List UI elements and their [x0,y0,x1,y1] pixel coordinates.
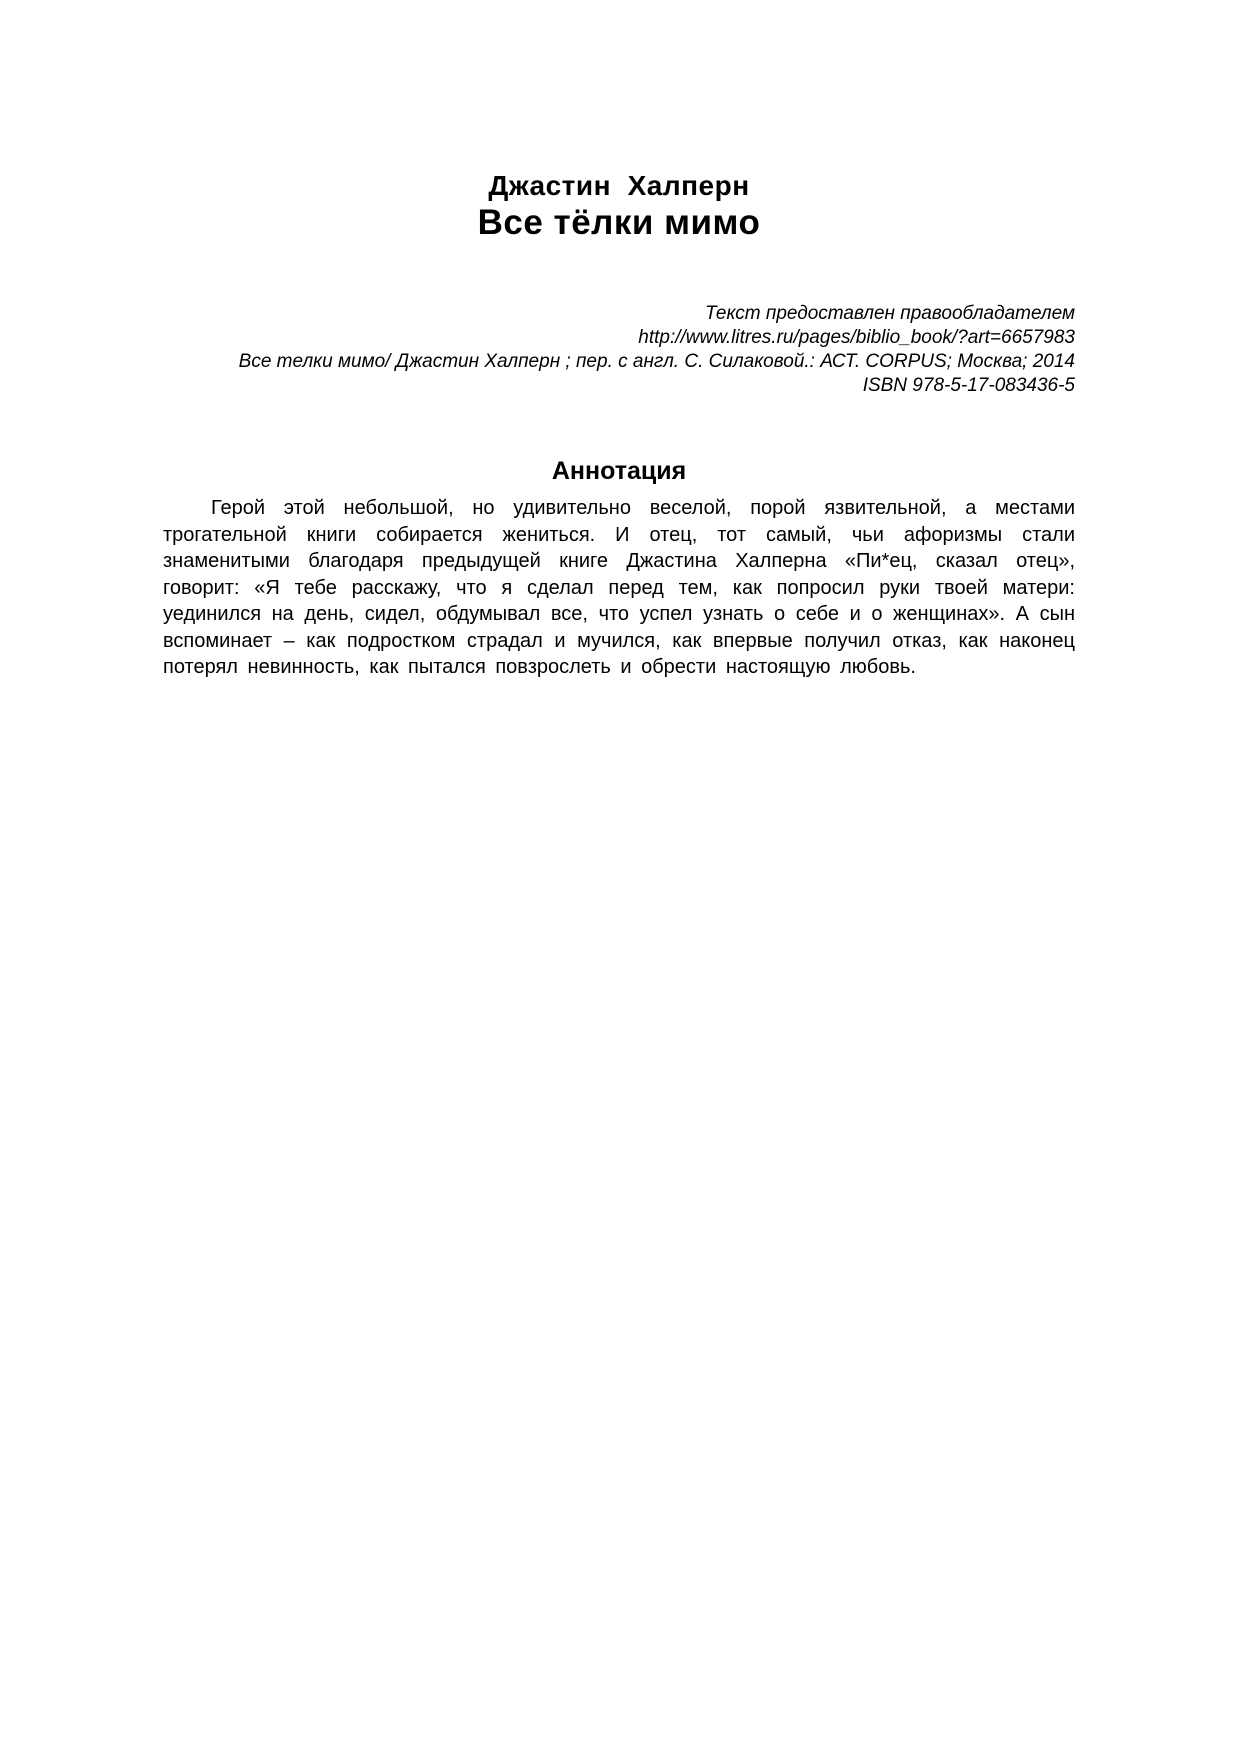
annotation-heading: Аннотация [551,457,687,485]
publication-metadata [163,302,1075,398]
book-author: Джастин Халперн [488,170,750,201]
metadata-rights-line: Текст предоставлен правообладателем [704,303,1075,324]
metadata-isbn-line: ISBN 978-5-17-083436-5 [862,375,1075,396]
annotation-paragraph: Герой этой небольшой, но удивительно веселой, порой язвительной, а местами трогательной книги собирается жениться. И отец, тот самый, чьи афоризмы стали знаменитыми благодаря предыдущей книге Джастина Халперна «Пи*ец, сказал отец», говорит: «Я тебе расскажу, что я сделал перед тем, как попросил руки твоей матери: уединился на день, сидел, обдумывал все, что успел узнать о себе и о женщинах». А сын вспоминает – как подростком страдал и мучился, как впервые получил отказ, как наконец потерял невинность, как пытался повзрослеть и обрести настоящую любовь. [163,497,1075,678]
title-block [163,170,1075,244]
metadata-imprint-line: Все телки мимо/ Джастин Халперн ; пер. с англ. С. Силаковой.: АСТ. CORPUS; Москва; 2014 [238,351,1075,372]
metadata-url-line: http://www.litres.ru/pages/biblio_book/?art=6657983 [638,327,1075,348]
book-title: Все тёлки мимо [477,203,761,242]
